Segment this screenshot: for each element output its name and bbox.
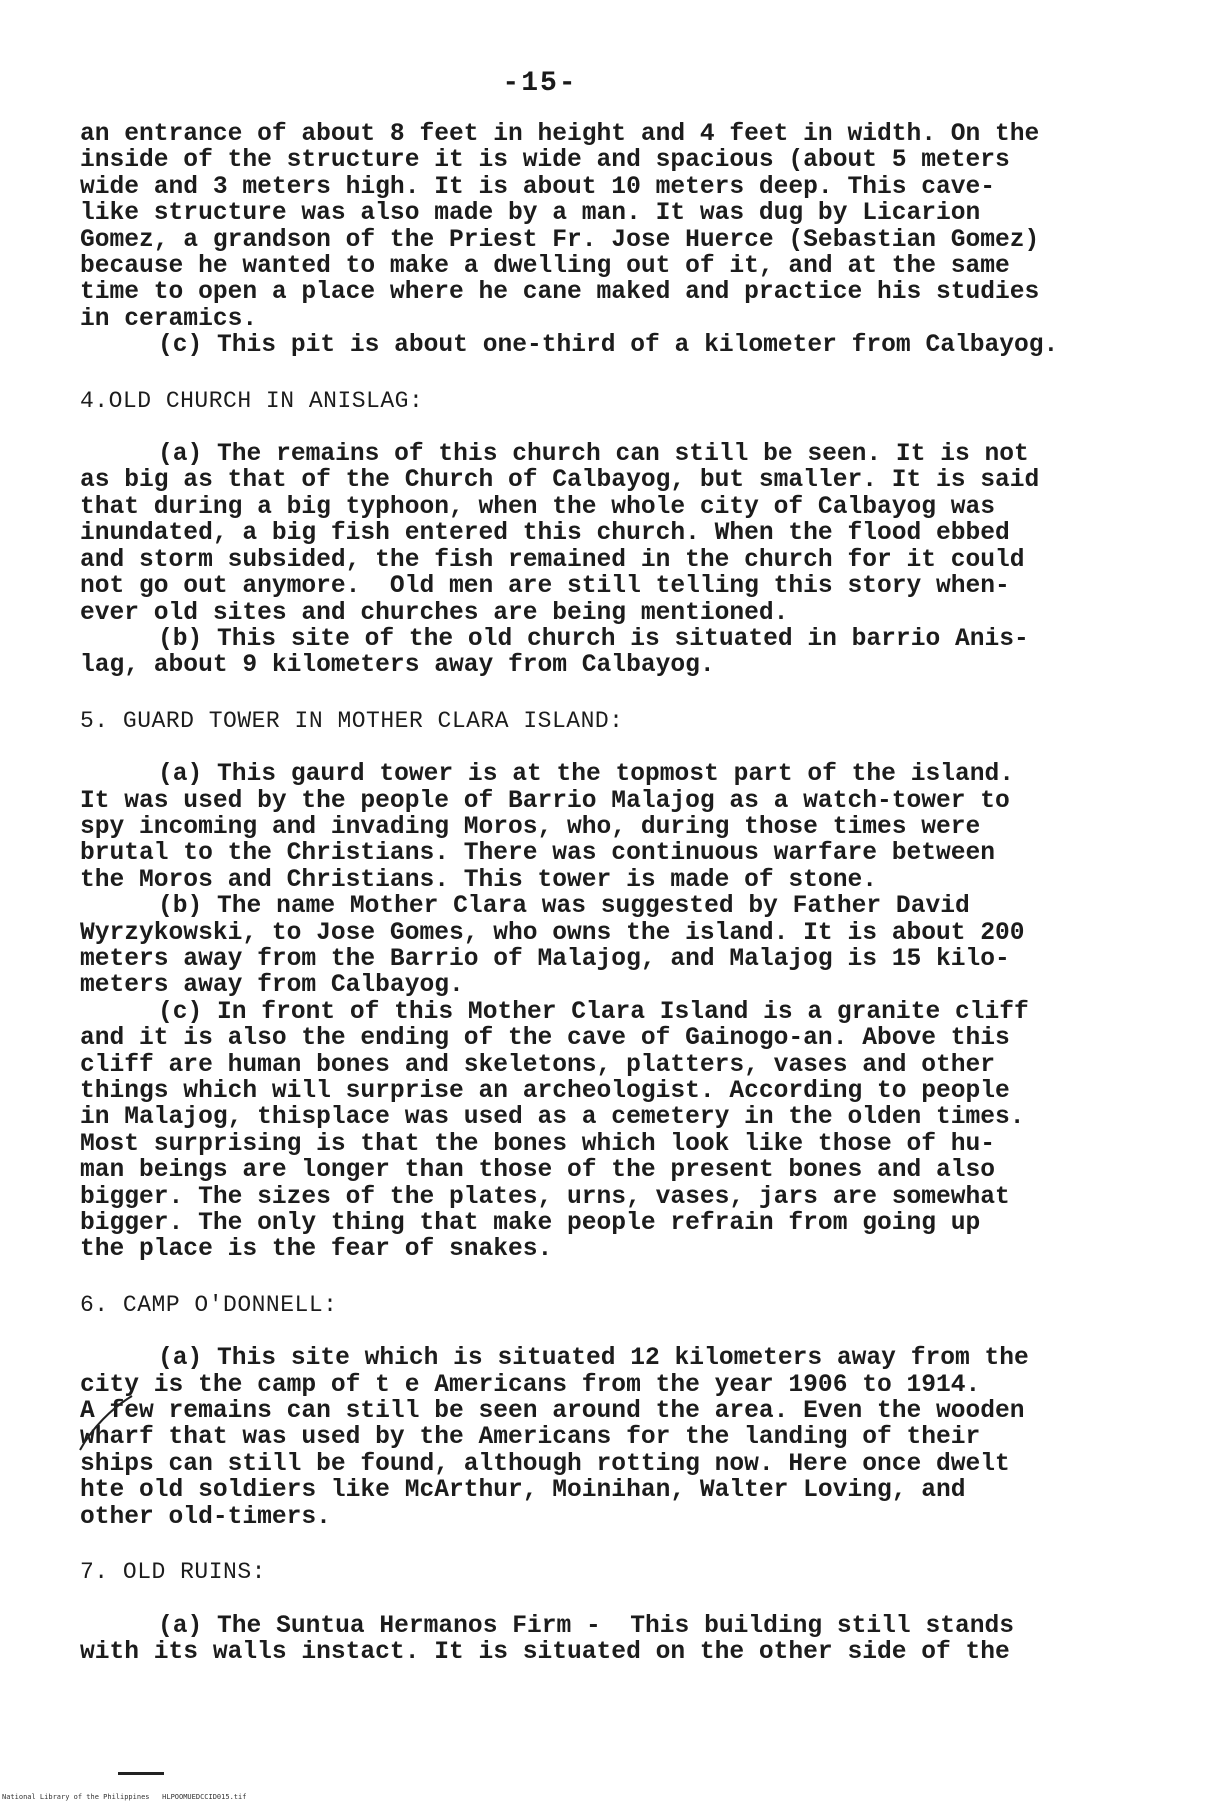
text-line: things which will surprise an archeologist. According to people [80,1078,1010,1105]
text-line: brutal to the Christians. There was continuous warfare between [80,840,996,868]
page-number: -15- [502,68,578,99]
text-line: (a) The remains of this church can still be seen. It is not [158,441,1029,469]
text-line: (c) This pit is about one-third of a kilometer from Calbayog. [158,332,1059,360]
divider-dash [118,1772,164,1775]
text-line: time to open a place where he cane maked and practice his studies [80,279,1040,307]
section-heading-6: 6. CAMP O'DONNELL: [80,1291,338,1318]
document-body [80,122,1170,1666]
text-line: (a) This gaurd tower is at the topmost part of the island. [158,761,1015,789]
text-line: not go out anymore. Old men are still telling this story when- [80,573,1010,601]
text-line: other old-timers. [80,1503,331,1531]
text-line: ships can still be found, although rotting now. Here once dwelt [80,1450,1010,1478]
text-line: in Malajog, thisplace was used as a cemetery in the olden times. [80,1104,1025,1132]
text-line: (a) This site which is situated 12 kilometers away from the [158,1345,1029,1373]
text-line: hte old soldiers like McArthur, Moinihan, Walter Loving, and [80,1477,966,1505]
text-line: (b) This site of the old church is situated in barrio Anis- [158,625,1029,653]
scan-footer: National Library of the Philippines HLPOOMUEDCCID015.tif [2,1793,247,1801]
text-line: as big as that of the Church of Calbayog, but smaller. It is said [80,467,1040,495]
text-line: like structure was also made by a man. It was dug by Licarion [80,200,981,228]
text-line: (b) The name Mother Clara was suggested by Father David [158,893,970,921]
text-line: ever old sites and churches are being mentioned. [80,599,789,627]
text-line: an entrance of about 8 feet in height and 4 feet in width. On the [80,121,1040,148]
text-line: that during a big typhoon, when the whole city of Calbayog was [80,493,996,521]
text-line: inside of the structure it is wide and spacious (about 5 meters [80,147,1010,175]
text-line: man beings are longer than those of the present bones and also [80,1157,996,1185]
section-heading-7: 7. OLD RUINS: [80,1559,266,1586]
text-line: Wyrzykowski, to Jose Gomes, who owns the island. It is about 200 [80,919,1025,947]
text-line: meters away from Calbayog. [80,972,464,1000]
text-line: wharf that was used by the Americans for the landing of their [80,1424,981,1452]
text-line: bigger. The only thing that make people refrain from going up [80,1210,981,1238]
text-line: Most surprising is that the bones which look like those of hu- [80,1130,996,1158]
text-line: spy incoming and invading Moros, who, during those times were [80,813,981,841]
text-line: the place is the fear of snakes. [80,1236,553,1264]
text-line: and storm subsided, the fish remained in the church for it could [80,546,1025,574]
text-line: in ceramics. [80,305,258,333]
text-line: meters away from the Barrio of Malajog, and Malajog is 15 kilo- [80,945,1010,973]
text-line: cliff are human bones and skeletons, platters, vases and other [80,1051,996,1079]
text-line: inundated, a big fish entered this church. When the flood ebbed [80,520,1010,548]
pen-mark-icon [72,1388,142,1458]
text-line: (c) In front of this Mother Clara Island is a granite cliff [158,998,1029,1026]
text-line: because he wanted to make a dwelling out of it, and at the same [80,253,1010,281]
text-line: with its walls instact. It is situated on the other side of the [80,1638,1010,1666]
text-line: the Moros and Christians. This tower is made of stone. [80,866,877,894]
text-line: (a) The Suntua Hermanos Firm - This building still stands [158,1612,1015,1640]
section-heading-5: 5. GUARD TOWER IN MOTHER CLARA ISLAND: [80,707,624,734]
text-line: wide and 3 meters high. It is about 10 meters deep. This cave- [80,173,996,201]
text-line: Gomez, a grandson of the Priest Fr. Jose Huerce (Sebastian Gomez) [80,226,1040,254]
text-line: It was used by the people of Barrio Malajog as a watch-tower to [80,787,1010,815]
text-line: city is the camp of t e Americans from the year 1906 to 1914. [80,1371,981,1399]
section-heading-4: 4.OLD CHURCH IN ANISLAG: [80,387,424,414]
text-line: and it is also the ending of the cave of Gainogo-an. Above this [80,1025,1010,1053]
text-line: lag, about 9 kilometers away from Calbayog. [80,652,715,680]
text-line: A few remains can still be seen around the area. Even the wooden [80,1398,1025,1426]
text-line: bigger. The sizes of the plates, urns, vases, jars are somewhat [80,1183,1010,1211]
